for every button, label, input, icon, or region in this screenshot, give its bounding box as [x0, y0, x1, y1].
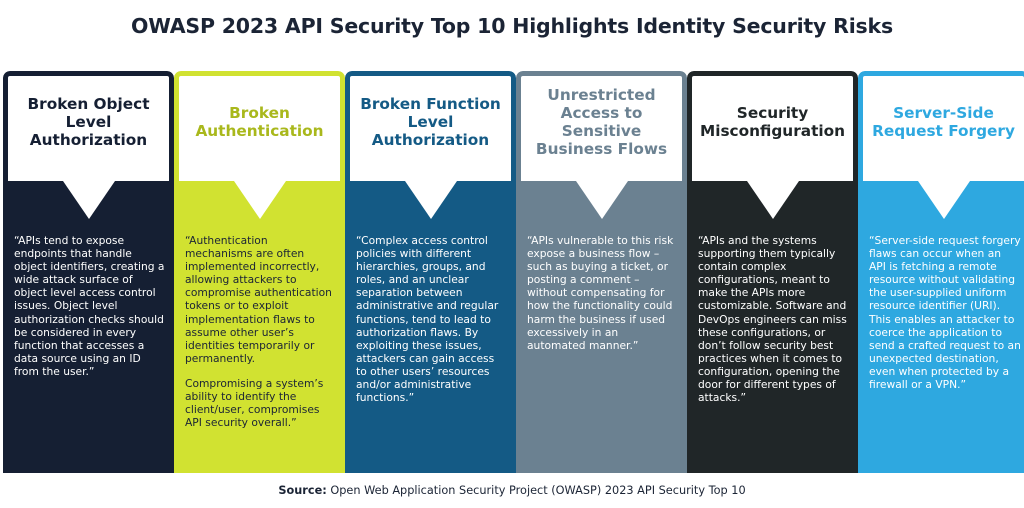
card-title: Security Misconfiguration — [699, 103, 846, 140]
card-title: Broken Object Level Authorization — [27, 94, 150, 149]
card-notch — [576, 181, 628, 219]
card-header — [174, 71, 345, 181]
page-title: OWASP 2023 API Security Top 10 Highlights Identity Security Risks — [131, 14, 893, 38]
card-description: “Complex access control policies with different hierarchies, groups, and roles, and an unclear separation between administrative and regular functions, tend to lead to authorization flaws. By exploiting these issues, attackers can gain access to other users’ resources and/or administrative functions.” — [356, 234, 499, 405]
card-description: “APIs tend to expose endpoints that handle object identifiers, creating a wide attack surface of object level access control issues. Object level authorization checks should be considered in every function that accesses a data source using an ID from the user.” — [14, 234, 165, 378]
card-notch — [234, 181, 286, 219]
risk-card-broken-authentication — [174, 71, 345, 473]
card-header — [858, 71, 1024, 181]
card-header — [687, 71, 858, 181]
risk-card-server-side-request-forgery — [858, 71, 1024, 473]
source-text: Open Web Application Security Project (OWASP) 2023 API Security Top 10 — [330, 484, 746, 497]
card-notch — [747, 181, 799, 219]
card-notch — [63, 181, 115, 219]
source-label: Source: — [278, 484, 327, 497]
risk-card-broken-object-level-authorization — [3, 71, 174, 473]
risk-card-unrestricted-access-to-sensitive-business-flows — [516, 71, 687, 473]
card-description: “Authentication mechanisms are often implemented incorrectly, allowing attackers to compromise authentication tokens or to exploit implementation flaws to assume other user’s identities temporarily or permanently. Compromising a system’s ability to identify the client/user, compromises API security overall.” — [185, 234, 332, 430]
card-notch — [405, 181, 457, 219]
card-title: Broken Authentication — [195, 103, 324, 140]
card-header — [516, 71, 687, 181]
risk-card-security-misconfiguration — [687, 71, 858, 473]
card-header — [345, 71, 516, 181]
card-header — [3, 71, 174, 181]
card-title: Server-Side Request Forgery — [872, 103, 1015, 140]
risk-card-broken-function-level-authorization — [345, 71, 516, 473]
card-description: “Server-side request forgery flaws can occur when an API is fetching a remote resource without validating the user-supplied uniform resource identifier (URI). This enables an attacker to coerce the application to send a crafted request to an unexpected destination, even when protected by a firewall or a VPN.” — [869, 234, 1021, 392]
card-title: Unrestricted Access to Sensitive Business Flows — [535, 85, 668, 158]
card-title: Broken Function Level Authorization — [360, 94, 501, 149]
risk-cards — [3, 71, 1024, 473]
source-citation — [0, 484, 1024, 497]
card-description: “APIs vulnerable to this risk expose a business flow – such as buying a ticket, or posting a comment – without compensating for how the functionality could harm the business if used excessively in an automated manner.” — [527, 234, 674, 352]
card-notch — [918, 181, 970, 219]
card-description: “APIs and the systems supporting them typically contain complex configurations, meant to make the APIs more customizable. Software and DevOps engineers can miss these configurations, or don’t follow security best practices when it comes to configuration, opening the door for different types of attacks.” — [698, 234, 847, 405]
